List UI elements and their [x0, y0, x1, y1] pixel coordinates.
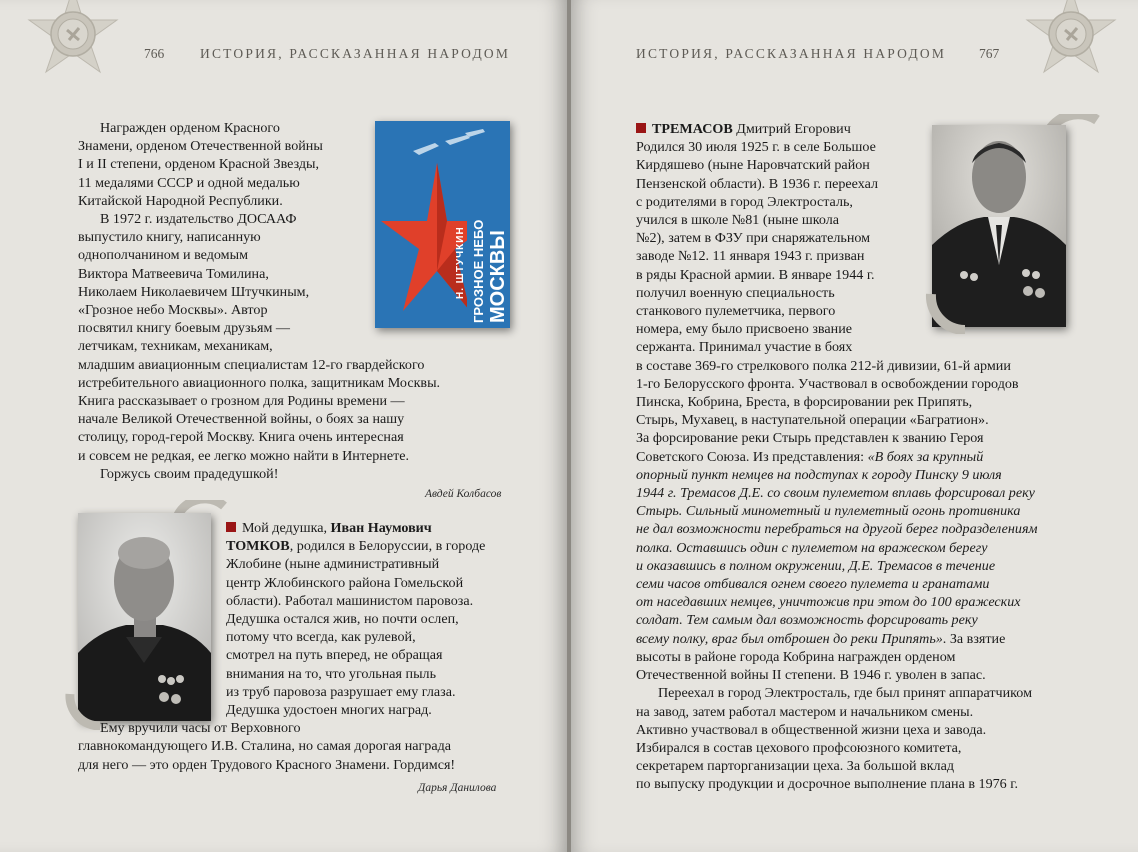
story-text-tremasov [636, 120, 1038, 794]
line-text: Горжусь своим прадедушкой! [100, 465, 279, 482]
text-line [636, 429, 1038, 447]
red-square-marker-icon [636, 123, 646, 133]
italic-quote-text: «В боях за крупный [867, 448, 984, 465]
text-line [636, 466, 1038, 484]
text-line [636, 484, 1038, 502]
text-line [636, 557, 1038, 575]
text-line [78, 628, 485, 646]
line-text: в составе 369-го стрелкового полка 212-й дивизии, 61-й армии [636, 357, 1011, 374]
line-text: . За взятие [942, 630, 1006, 647]
line-text: станкового пулеметчика, первого [636, 303, 836, 320]
text-line [636, 721, 1038, 739]
bold-text: ТРЕМАСОВ [652, 121, 733, 137]
text-line [636, 575, 1038, 593]
italic-quote-text: и оказавшись в полном окружении, Д.Е. Тремасов в течение [636, 557, 996, 574]
line-text: выпустило книгу, написанную [78, 229, 261, 246]
line-text: Стырь, Мухавец, в наступательной операции «Багратион». [636, 412, 989, 429]
line-text: Активно участвовал в общественной жизни цеха и завода. [636, 721, 987, 738]
text-line [636, 320, 1038, 338]
text-line [636, 266, 1038, 284]
text-line [636, 703, 1038, 721]
text-line [78, 356, 440, 374]
text-line [78, 646, 485, 664]
line-text: Виктора Матвеевича Томилина, [78, 265, 269, 282]
text-line [636, 539, 1038, 557]
line-text: и совсем не редкая, ее легко можно найти в Интернете. [78, 447, 410, 464]
text-line [78, 665, 485, 683]
text-line [636, 393, 1038, 411]
line-text: Переехал в город Электросталь, где был принят аппаратчиком [658, 685, 1032, 702]
text-line [636, 593, 1038, 611]
line-text: высоты в районе города Кобрина награжден орденом [636, 648, 956, 665]
line-text: потому что всегда, как рулевой, [226, 629, 416, 646]
text-line [636, 757, 1038, 775]
text-line [636, 247, 1038, 265]
line-text: смотрел на путь вперед, не обращая [226, 647, 443, 664]
text-line [636, 156, 1038, 174]
line-text: Китайской Народной Республики. [78, 192, 283, 209]
order-emblem-icon [18, 0, 128, 86]
text-line [636, 739, 1038, 757]
text-line [636, 357, 1038, 375]
text-line [636, 411, 1038, 429]
text-line [78, 465, 440, 483]
line-text: «Грозное небо Москвы». Автор [78, 302, 268, 319]
line-text: Мой дедушка, [242, 520, 331, 536]
text-line [636, 211, 1038, 229]
italic-quote-text: 1944 г. Тремасов Д.Е. со своим пулеметом вплавь форсировал реку [636, 485, 1035, 502]
line-text: Знамени, орденом Отечественной войны [78, 138, 323, 155]
page-number: 767 [979, 46, 1000, 61]
line-text: Книга рассказывает о грозном для Родины времени — [78, 393, 405, 410]
text-line [78, 574, 485, 592]
text-line [636, 448, 1038, 466]
line-text: сержанта. Принимал участие в боях [636, 339, 853, 356]
line-text: получил военную специальность [636, 284, 835, 301]
text-line [636, 611, 1038, 629]
line-text: Ему вручили часы от Верховного [100, 720, 301, 737]
line-text: младшим авиационным специалистам 12-го гвардейского [78, 356, 425, 373]
line-text: Советского Союза. Из представления: [636, 448, 868, 465]
running-head: ИСТОРИЯ, РАССКАЗАННАЯ НАРОДОМ [200, 46, 511, 61]
text-line [636, 229, 1038, 247]
text-line [636, 338, 1038, 356]
text-line [636, 520, 1038, 538]
line-text: начале Великой Отечественной войны, о боях за нашу [78, 411, 405, 428]
text-line [78, 392, 440, 410]
text-line [636, 502, 1038, 520]
line-text: , родился в Белоруссии, в городе [289, 538, 486, 555]
signature-kolbasov: Авдей Колбасов [425, 488, 502, 500]
italic-quote-text: полка. Оставшись один с пулеметом на вражеском берегу [636, 539, 988, 556]
line-text: Избирался в состав цехового профсоюзного комитета, [636, 739, 962, 756]
line-text: по выпуску продукции и досрочное выполнение плана в 1976 г. [636, 776, 1018, 793]
running-head: ИСТОРИЯ, РАССКАЗАННАЯ НАРОДОМ [636, 46, 947, 61]
text-line [636, 630, 1038, 648]
line-text: 1-го Белорусского фронта. Участвовал в освобождении городов [636, 375, 1019, 392]
text-line [78, 410, 440, 428]
text-line [636, 138, 1038, 156]
line-text: области). Работал машинистом паровоза. [226, 592, 474, 609]
italic-quote-text: всему полку, враг был отброшен до реки Припять» [636, 630, 943, 647]
italic-quote-text: не дал возможности перебраться на другой берег подразделениям [636, 521, 1038, 538]
text-line [78, 719, 485, 737]
text-line [636, 775, 1038, 793]
text-line [636, 648, 1038, 666]
right-page [571, 0, 1138, 852]
line-text: Кирдяшево (ныне Наровчатский район [636, 157, 870, 174]
left-page [0, 0, 567, 852]
line-text: истребительного авиационного полка, защитникам Москвы. [78, 374, 441, 391]
line-text: Пинска, Кобрина, Бреста, в форсировании рек Припять, [636, 394, 973, 411]
bold-text: Иван Наумович [330, 520, 432, 536]
line-text: главнокомандующего И.В. Сталина, но самая дорогая награда [78, 738, 452, 755]
line-text: Отечественной войны II степени. В 1946 г. уволен в запас. [636, 667, 986, 684]
line-text: номера, ему было присвоено звание [636, 321, 852, 338]
line-text: 11 медалями СССР и одной медалью [78, 174, 300, 191]
text-line [636, 120, 1038, 138]
text-line [636, 175, 1038, 193]
text-line [78, 428, 440, 446]
line-text: столицу, город-герой Москву. Книга очень интересная [78, 429, 404, 446]
text-line [78, 592, 485, 610]
book-cover-title-2: МОСКВЫ [487, 230, 509, 323]
text-line [78, 756, 485, 774]
line-text: секретарем парторганизации цеха. За большой вклад [636, 758, 955, 775]
line-text: Пензенской области). В 1936 г. переехал [636, 175, 879, 192]
book-cover-image [375, 121, 510, 328]
line-text: Родился 30 июля 1925 г. в селе Большое [636, 139, 876, 156]
line-text: Жлобине (ныне административный [226, 556, 440, 573]
book-cover-author: Н. ШТУЧКИН [455, 226, 466, 299]
line-text: Дедушка удостоен многих наград. [226, 702, 432, 719]
line-text: в ряды Красной армии. В январе 1944 г. [636, 266, 875, 283]
line-text: учился в школе №81 (ныне школа [636, 212, 840, 229]
line-text: Дедушка остался жив, но почти ослеп, [226, 611, 459, 628]
line-text: I и II степени, орденом Красной Звезды, [78, 156, 320, 173]
book-cover-title-1: ГРОЗНОЕ НЕБО [471, 219, 486, 323]
text-line [78, 610, 485, 628]
text-line [78, 519, 485, 537]
bold-text: ТОМКОВ [226, 538, 290, 555]
text-line [78, 555, 485, 573]
line-text: для него — это орден Трудового Красного Знамени. Гордимся! [78, 756, 456, 773]
red-square-marker-icon [226, 522, 236, 532]
text-line [78, 683, 485, 701]
text-line [636, 666, 1038, 684]
line-text: с родителями в город Электросталь, [636, 193, 853, 210]
line-text: из труб паровоза разрушает ему глаза. [226, 683, 456, 700]
line-text: летчикам, техникам, механикам, [78, 338, 273, 355]
italic-quote-text: солдат. Тем самым дал возможность форсировать реку [636, 612, 978, 629]
text-line [636, 684, 1038, 702]
line-text: Николаем Николаевичем Штучкиным, [78, 283, 310, 300]
line-text: внимания на то, что угольная пыль [226, 665, 437, 682]
line-text: В 1972 г. издательство ДОСААФ [100, 211, 297, 228]
text-line [636, 302, 1038, 320]
line-text: Дмитрий Егорович [732, 121, 851, 137]
page-number: 766 [144, 46, 165, 61]
text-line [78, 374, 440, 392]
line-text: на завод, затем работал мастером и начальником смены. [636, 703, 974, 720]
story-text-tomkov [78, 519, 485, 774]
order-emblem-icon [1016, 0, 1126, 86]
text-line [78, 337, 440, 355]
text-line [78, 701, 485, 719]
italic-quote-text: от наседавших немцев, уничтожив при этом до 100 вражеских [636, 594, 1021, 611]
text-line [636, 375, 1038, 393]
line-text: посвятил книгу боевым друзьям — [78, 320, 290, 337]
italic-quote-text: Стырь. Сильный минометный и пулеметный огонь противника [636, 503, 1021, 520]
line-text: Награжден орденом Красного [100, 120, 280, 136]
text-line [78, 537, 485, 555]
line-text: №2), затем в ФЗУ при снаряжательном [636, 230, 871, 247]
line-text: заводе №12. 11 января 1943 г. призван [636, 248, 865, 265]
text-line [78, 447, 440, 465]
signature-danilova: Дарья Данилова [418, 782, 497, 794]
line-text: однополчанином и ведомым [78, 247, 248, 264]
text-line [78, 737, 485, 755]
italic-quote-text: опорный пункт немцев на подступах к городу Пинску 9 июля [636, 466, 1002, 483]
text-line [636, 193, 1038, 211]
line-text: За форсирование реки Стырь представлен к званию Героя [636, 430, 984, 447]
text-line [636, 284, 1038, 302]
line-text: центр Жлобинского района Гомельской [226, 574, 464, 591]
italic-quote-text: семи часов отбивался огнем своего пулемета и гранатами [636, 576, 990, 593]
